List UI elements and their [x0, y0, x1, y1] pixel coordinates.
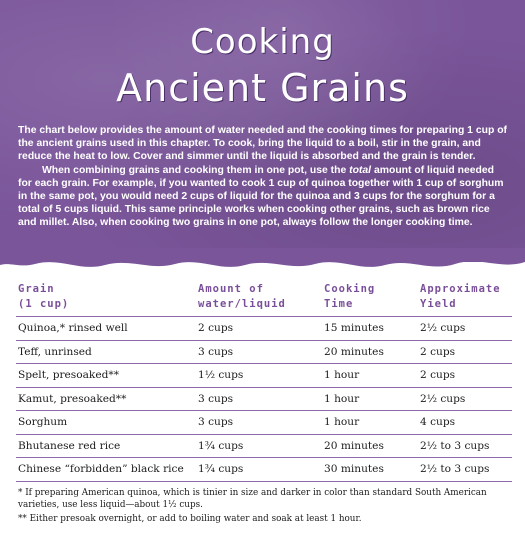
- header-time-line2: Time: [324, 298, 354, 310]
- cell-time: 30 minutes: [324, 463, 384, 475]
- table-row: [16, 341, 512, 365]
- cell-time: 20 minutes: [324, 345, 384, 358]
- header-time: [324, 282, 375, 312]
- intro-p2-post: amount of liquid needed for each grain. For example, if you wanted to cook 1 cup of quinoa together with 1 cup of sorghum in the same pot, you would need 2 cups of liquid for the quinoa and 3 cups for the sorghum for a total of 5 cups liquid. This same principle works when cooking other grains, such as brown rice and millet. Also, when cooking two grains in one pot, always follow the longer cooking time.: [18, 164, 504, 229]
- intro-paragraph-2: [18, 164, 510, 230]
- header-water: [198, 282, 286, 312]
- intro-paragraph-1: The chart below provides the amount of water needed and the cooking times for preparing 1 cup of the ancient grains used in this chapter. To cook, bring the liquid to a boil, stir in the grain, and reduce the heat to low. Cover and simmer until the liquid is absorbed and the grain is tender.: [18, 125, 508, 163]
- header-grain-line1: Grain: [18, 283, 55, 295]
- table-row: [16, 458, 512, 482]
- header-time-line1: Cooking: [324, 283, 376, 295]
- cell-yield: 2 cups: [420, 345, 456, 358]
- header-water-line2: water/liquid: [198, 298, 286, 310]
- footnote-presoak: ** Either presoak overnight, or add to boiling water and soak at least 1 hour.: [18, 514, 362, 524]
- cell-time: 15 minutes: [324, 322, 384, 334]
- footnote-quinoa: * If preparing American quinoa, which is tinier in size and darker in color than standard South American varieties, use less liquid—about 1½ cups.: [18, 488, 487, 510]
- cell-time: 1 hour: [324, 369, 360, 381]
- cell-time: 1 hour: [324, 392, 360, 405]
- cell-water: 3 cups: [198, 345, 234, 358]
- header-yield-line1: Approximate: [420, 283, 501, 295]
- cell-grain: Spelt, presoaked**: [18, 369, 119, 381]
- header-yield-line2: Yield: [420, 298, 457, 310]
- cell-time: 20 minutes: [324, 439, 384, 452]
- cell-grain: Quinoa,* rinsed well: [18, 322, 128, 334]
- cell-yield: 2½ to 3 cups: [420, 439, 490, 452]
- header-yield: [420, 282, 501, 312]
- table-row: [16, 316, 512, 341]
- cell-grain: Kamut, presoaked**: [18, 392, 127, 405]
- table-row: [16, 435, 512, 459]
- cell-grain: Teff, unrinsed: [18, 345, 92, 358]
- wave-divider: [0, 248, 525, 274]
- header-water-line1: Amount of: [198, 283, 264, 295]
- title-line-1: Cooking: [190, 22, 335, 62]
- cell-water: 1½ cups: [198, 369, 244, 381]
- title-line-2: Ancient Grains: [116, 66, 409, 110]
- header-grain-line2: (1 cup): [18, 298, 70, 310]
- cell-yield: 2½ cups: [420, 322, 466, 334]
- table-row: [16, 411, 512, 435]
- cell-grain: Bhutanese red rice: [18, 439, 121, 452]
- cell-yield: 2½ to 3 cups: [420, 463, 490, 475]
- table-row: [16, 364, 512, 388]
- header-panel: [0, 0, 525, 262]
- cell-water: 1¾ cups: [198, 439, 244, 452]
- cell-grain: Chinese “forbidden” black rice: [18, 463, 184, 475]
- cell-water: 2 cups: [198, 322, 234, 334]
- intro-p2-pre: When combining grains and cooking them in one pot, use the: [42, 164, 350, 176]
- cell-water: 3 cups: [198, 392, 234, 405]
- cell-water: 1¾ cups: [198, 463, 244, 475]
- table-body: [16, 316, 512, 482]
- intro-text: [18, 124, 510, 230]
- cell-water: 3 cups: [198, 416, 234, 428]
- cell-yield: 2 cups: [420, 369, 456, 381]
- cell-time: 1 hour: [324, 416, 360, 428]
- intro-p2-emphasis: total: [349, 164, 372, 176]
- footnotes: [18, 488, 512, 526]
- table-row: [16, 388, 512, 412]
- cell-yield: 4 cups: [420, 416, 456, 428]
- cell-yield: 2½ cups: [420, 392, 466, 405]
- cell-grain: Sorghum: [18, 416, 68, 428]
- header-grain: [18, 282, 69, 312]
